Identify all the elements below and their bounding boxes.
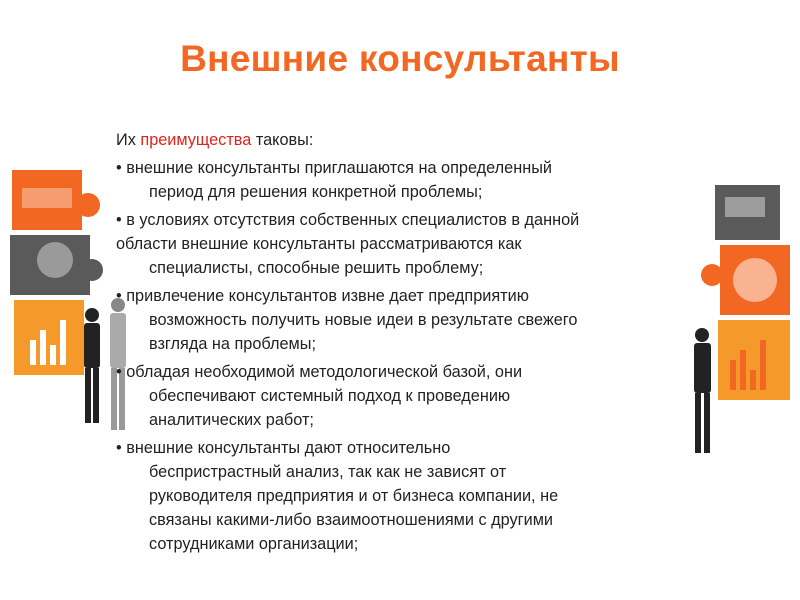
intro-highlight: преимущества (140, 131, 252, 149)
bullet-line: возможность получить новые идеи в результате свежего (149, 311, 578, 329)
intro-prefix: Их (116, 131, 141, 149)
slide-body (116, 128, 696, 560)
slide-title: Внешние консультанты (180, 38, 620, 79)
bullet-line: аналитических работ; (149, 411, 314, 429)
bullet-item (116, 360, 696, 432)
bullet-line: взгляда на проблемы; (149, 335, 316, 353)
intro-line (116, 128, 696, 152)
bullet-line: обеспечивают системный подход к проведению (149, 387, 511, 405)
intro-suffix: таковы: (251, 131, 314, 149)
bullet-item (116, 436, 696, 556)
bullet-item (116, 208, 696, 280)
bullet-line: руководителя предприятия и от бизнеса компании, не (149, 487, 559, 505)
right-puzzle-illustration (680, 175, 800, 475)
bullet-item (116, 284, 696, 356)
left-puzzle-illustration (0, 150, 130, 450)
bullet-line: • обладая необходимой методологической базой, они (116, 363, 523, 381)
bullet-line: • привлечение консультантов извне дает предприятию (116, 287, 529, 305)
bullet-item (116, 156, 696, 204)
bullet-line: связаны какими-либо взаимоотношениями с другими (149, 511, 553, 529)
bullet-line: • внешние консультанты приглашаются на определенный (116, 159, 552, 177)
bullet-line: • в условиях отсутствия собственных специалистов в данной (116, 211, 580, 229)
bullet-line: беспристрастный анализ, так как не зависят от (149, 463, 507, 481)
business-person-silhouette-icon (694, 328, 711, 453)
bullet-line: специалисты, способные решить проблему; (149, 259, 484, 277)
puzzle-pieces-icon (701, 185, 790, 400)
bullet-line: сотрудниками организации; (149, 535, 359, 553)
bullet-line: • внешние консультанты дают относительно (116, 439, 451, 457)
bullet-line: области внешние консультанты рассматриваются как (116, 235, 522, 253)
bullet-line: период для решения конкретной проблемы; (149, 183, 483, 201)
